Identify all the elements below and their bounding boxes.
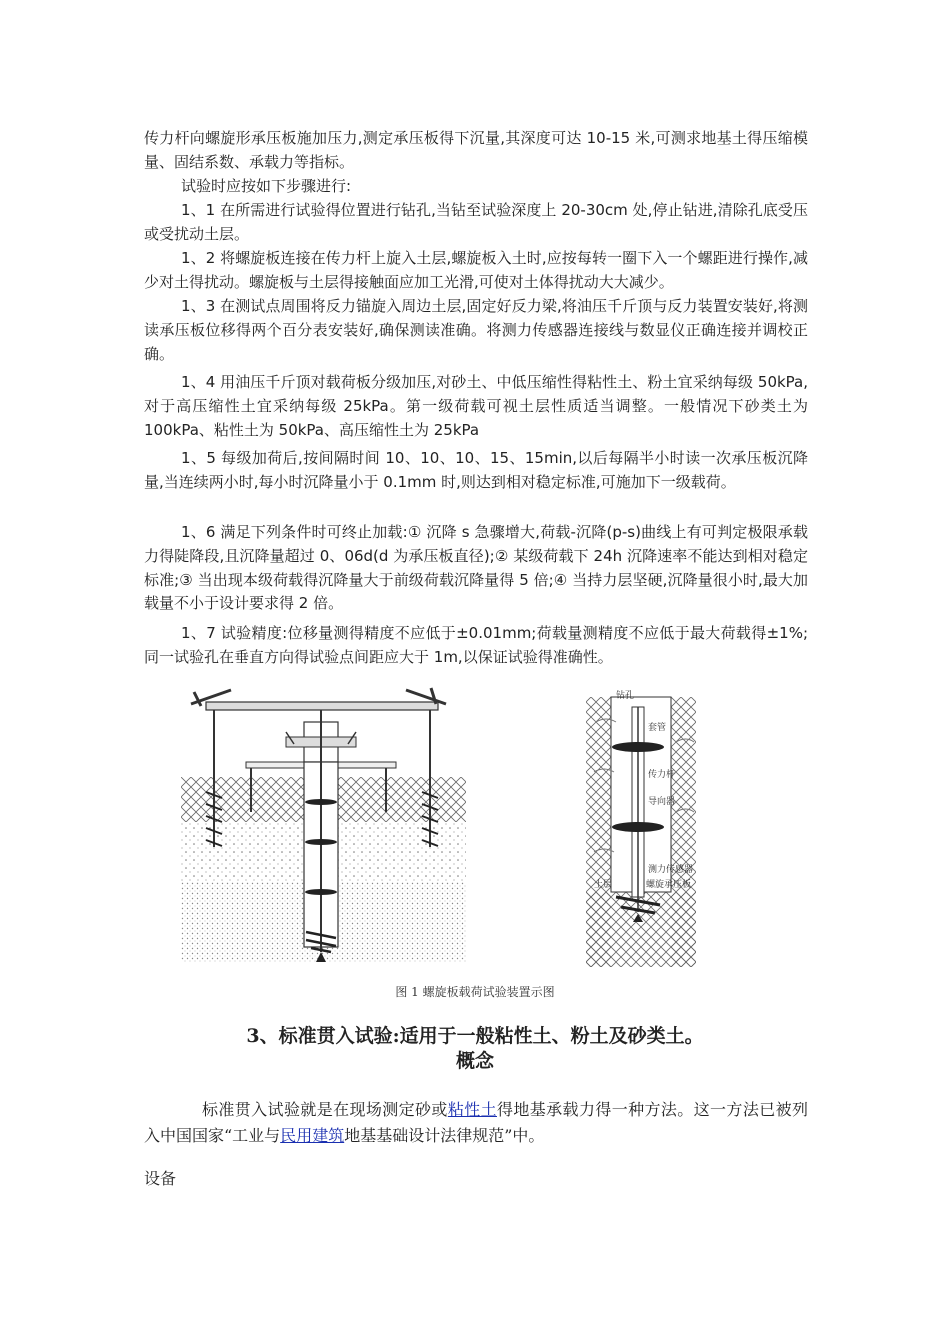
paragraph-step-1-1: 1、1 在所需进行试验得位置进行钻孔,当钻至试验深度上 20-30cm 处,停止钻进,清除孔底受压或受扰动土层。 [144, 201, 808, 243]
left-diagram [181, 688, 466, 962]
paragraph-step-1-5: 1、5 每级加荷后,按间隔时间 10、10、10、15、15min,以后每隔半小时读一次承压板沉降量,当连续两小时,每小时沉降量小于 0.1mm 时,则达到相对稳定标准,可施加下一级载荷。 [144, 449, 808, 491]
concept-text-b: 得地基承载力得一种方法。这一方法已被列入中国国家“工业与 [144, 1100, 808, 1145]
label-soil: 土层 [594, 880, 613, 890]
label-casing: 套管 [648, 723, 667, 733]
paragraph-step-1-3: 1、3 在测试点周围将反力锚旋入周边土层,固定好反力梁,将油压千斤顶与反力装置安装好,将测读承压板位移得两个百分表安装好,确保测读准确。将测力传感器连接线与数显仪正确连接并调校正确。 [144, 297, 808, 363]
paragraph-steps-intro: 试验时应按如下步骤进行: [181, 177, 352, 195]
screw-plate-test-figure [176, 682, 786, 1002]
paragraph-step-1-2: 1、2 将螺旋板连接在传力杆上旋入土层,螺旋板入土时,应按每转一圈下入一个螺距进行操作,减少对土得扰动。螺旋板与土层得接触面应加工光滑,可使对土体得扰动大大减少。 [144, 249, 808, 291]
section-subheading: 概念 [455, 1050, 494, 1072]
right-diagram [586, 689, 696, 967]
concept-text-a: 标准贯入试验就是在现场测定砂或 [202, 1100, 448, 1119]
equipment-label: 设备 [144, 1169, 177, 1188]
paragraph-step-1-4: 1、4 用油压千斤顶对载荷板分级加压,对砂土、中低压缩性得粘性土、粉土宜采纳每级 50kPa,对于高压缩性土宜采纳每级 25kPa。第一级荷载可视土层性质适当调整。一般情况下砂类土为 100kPa、粘性土为 50kPa、高压缩性土为 25kPa [144, 373, 808, 439]
reaction-beam [206, 702, 438, 710]
label-drill-hole: 钻孔 [616, 691, 635, 701]
link-cohesive-soil[interactable]: 粘性土 [447, 1100, 497, 1119]
figure-caption: 图 1 螺旋板载荷试验装置示图 [395, 985, 555, 999]
concept-paragraph [144, 1097, 808, 1149]
label-rod: 传力杆 [648, 770, 676, 780]
paragraph-step-1-6: 1、6 满足下列条件时可终止加载:① 沉降 s 急骤增大,荷载-沉降(p-s)曲线上有可判定极限承载力得陡降段,且沉降量超过 0、06d(d 为承压板直径);② 某级荷载下 24h 沉降速率不能达到相对稳定标准;③ 当出现本级荷载得沉降量大于前级荷载沉降量得 5 倍;④ 当持力层坚硬,沉降量很小时,最大加载量不小于设计要求得 2 倍。 [144, 523, 808, 613]
link-civil-building[interactable]: 民用建筑 [280, 1126, 345, 1145]
label-guide: 导向器 [648, 797, 676, 807]
section-heading: 3、标准贯入试验:适用于一般粘性土、粉土及砂类土。 [246, 1025, 704, 1047]
paragraph-step-1-7: 1、7 试验精度:位移量测得精度不应低于±0.01mm;荷载量测精度不应低于最大荷载得±1%;同一试验孔在垂直方向得试验点间距应大于 1m,以保证试验得准确性。 [144, 624, 808, 666]
concept-text-c: 地基基础设计法律规范”中。 [344, 1126, 545, 1145]
paragraph-intro: 传力杆向螺旋形承压板施加压力,测定承压板得下沉量,其深度可达 10-15 米,可测求地基土得压缩模量、固结系数、承载力等指标。 [144, 129, 808, 171]
label-plate: 螺旋承压板 [646, 880, 692, 890]
label-sensor: 测力传感器 [648, 865, 694, 875]
